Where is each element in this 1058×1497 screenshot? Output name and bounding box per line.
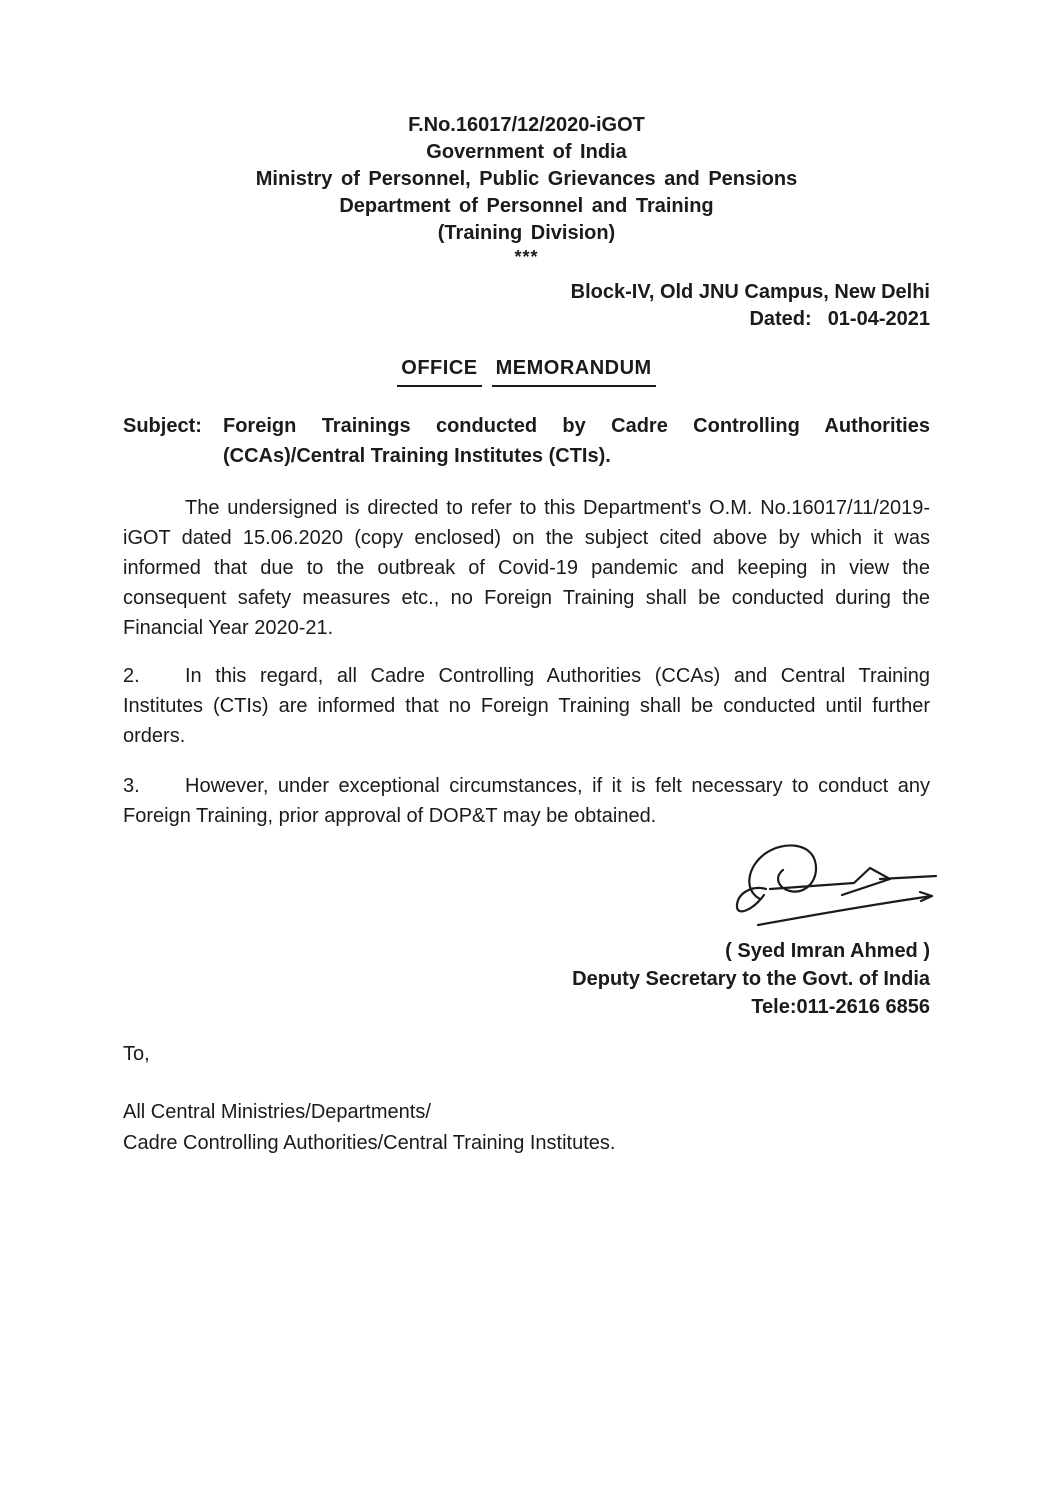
subject-text: Foreign Trainings conducted by Cadre Controlling Authorities (CCAs)/Central Training Institutes (CTIs). xyxy=(223,415,930,467)
file-number: F.No.16017/12/2020-iGOT xyxy=(408,114,645,136)
paragraph-3-number: 3. xyxy=(123,775,140,797)
addressee-block xyxy=(123,1097,930,1159)
place-date-block xyxy=(123,279,930,333)
addressee-line-1: All Central Ministries/Departments/ xyxy=(123,1101,431,1123)
signature-block xyxy=(123,839,930,1021)
date-line xyxy=(123,306,930,333)
title-word-memorandum: MEMORANDUM xyxy=(492,353,656,387)
paragraph-3 xyxy=(123,771,930,831)
division-line: (Training Division) xyxy=(437,222,616,244)
subject-row xyxy=(123,411,930,471)
paragraph-3-text: However, under exceptional circumstances, if it is felt necessary to conduct any Foreign Training, prior approval of DOP&T may be obtained. xyxy=(123,775,930,827)
paragraph-2 xyxy=(123,661,930,751)
date-label: Dated: xyxy=(749,308,812,330)
signature-scribble-icon xyxy=(728,839,948,937)
salutation: To, xyxy=(123,1043,150,1065)
title-word-office: OFFICE xyxy=(397,353,481,387)
date-value: 01-04-2021 xyxy=(827,308,930,330)
ministry-line: Ministry of Personnel, Public Grievances and Pensions xyxy=(255,168,798,190)
signatory-phone: Tele:011-2616 6856 xyxy=(751,996,930,1018)
subject-label: Subject: xyxy=(123,415,202,437)
paragraph-1: The undersigned is directed to refer to this Department's O.M. No.16017/11/2019-iGOT dated 15.06.2020 (copy enclosed) on the subject cited above by which it was informed that due to the outbreak of Covid-19 pandemic and keeping in view the consequent safety measures etc., no Foreign Training shall be conducted during the Financial Year 2020-21. xyxy=(123,497,930,639)
government-line: Government of India xyxy=(426,141,627,163)
signatory-name: ( Syed Imran Ahmed ) xyxy=(725,940,930,962)
memo-title xyxy=(123,353,930,387)
department-line: Department of Personnel and Training xyxy=(339,195,714,217)
paragraph-2-text: In this regard, all Cadre Controlling Authorities (CCAs) and Central Training Institutes (CTIs) are informed that no Foreign Training shall be conducted until further orders. xyxy=(123,665,930,747)
letterhead xyxy=(123,112,930,247)
separator-stars: *** xyxy=(514,247,539,267)
address-line: Block-IV, Old JNU Campus, New Delhi xyxy=(570,281,930,303)
paragraph-2-number: 2. xyxy=(123,665,140,687)
addressee-line-2: Cadre Controlling Authorities/Central Training Institutes. xyxy=(123,1132,616,1154)
signatory-designation: Deputy Secretary to the Govt. of India xyxy=(572,968,930,990)
